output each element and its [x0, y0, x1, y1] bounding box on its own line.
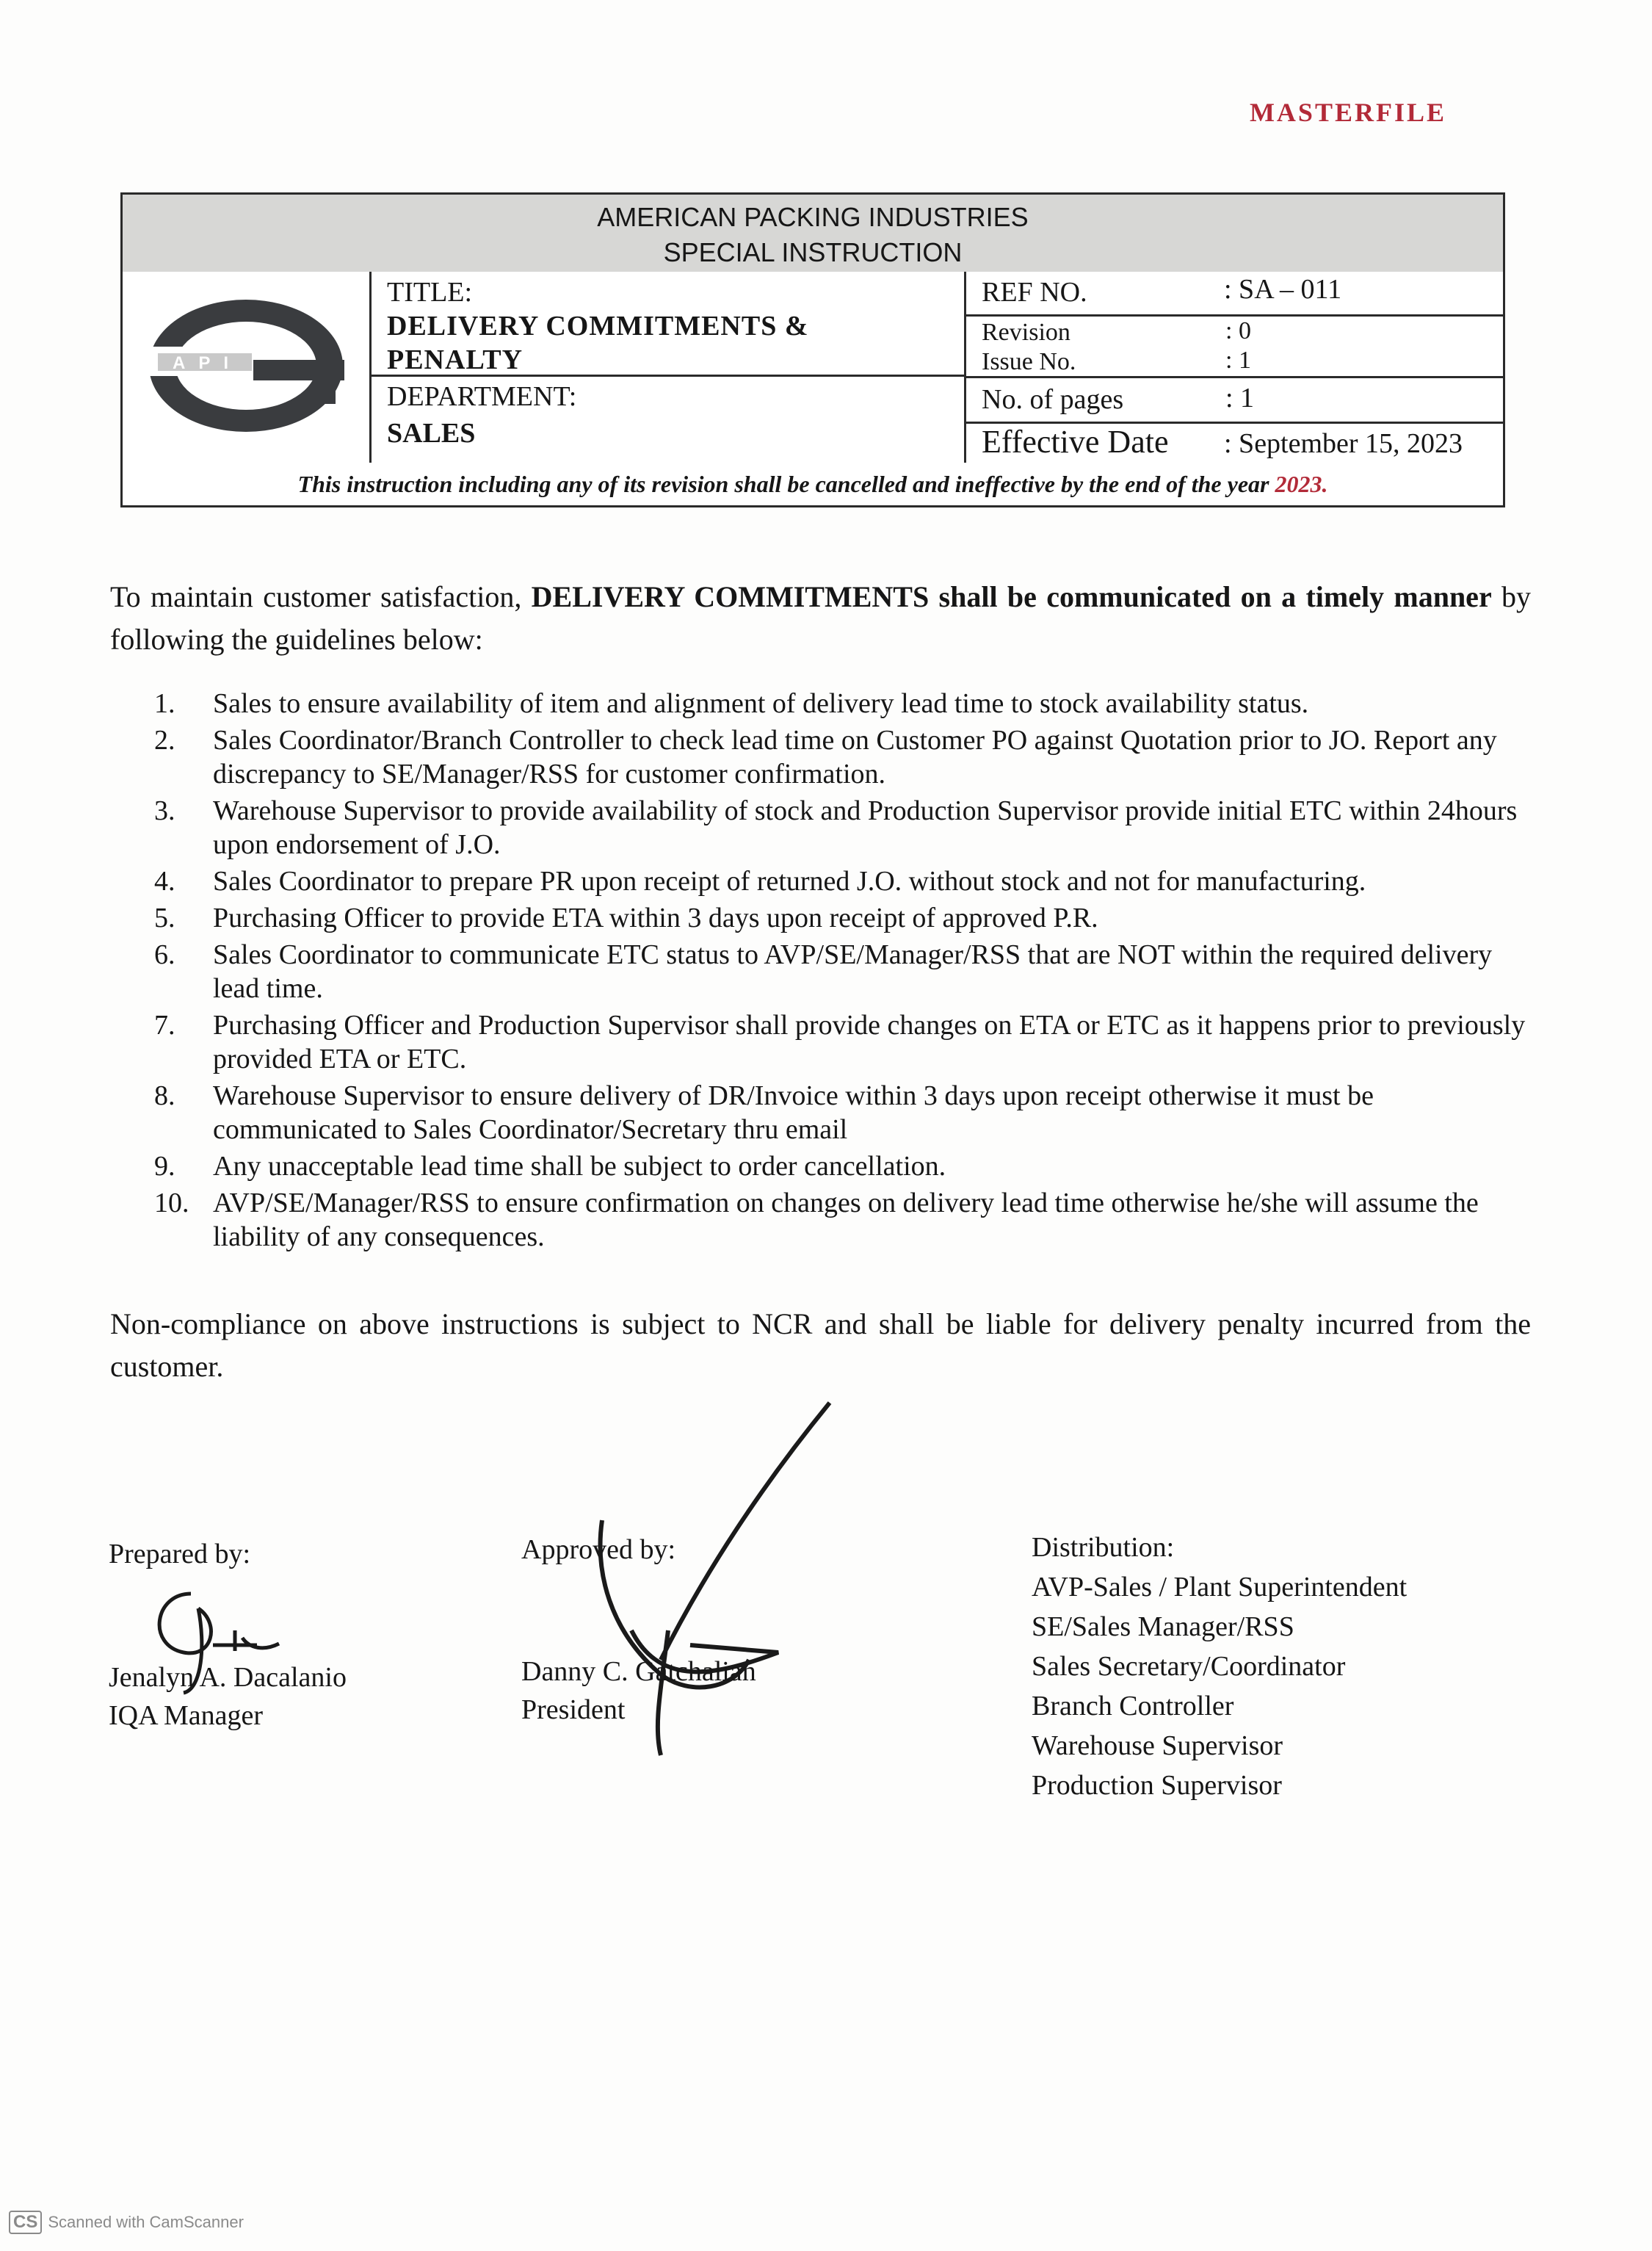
approved-by-label: Approved by: — [521, 1534, 676, 1565]
title-label: TITLE: — [387, 277, 473, 308]
issue-no-value: : 1 — [1225, 347, 1251, 374]
list-item-text: Any unacceptable lead time shall be subject to order cancellation. — [213, 1151, 946, 1182]
list-item-text: Purchasing Officer to provide ETA within 3 days upon receipt of approved P.R. — [213, 903, 1098, 933]
list-item — [110, 723, 1542, 791]
list-item — [110, 864, 1542, 898]
ref-no-value: : SA – 011 — [1224, 274, 1342, 305]
intro-bold-1: DELIVERY COMMITMENTS — [531, 580, 930, 613]
list-item-number: 9. — [154, 1151, 175, 1182]
department-value: SALES — [387, 418, 476, 449]
distribution-item: SE/Sales Manager/RSS — [1032, 1611, 1294, 1642]
list-item-number: 10. — [154, 1188, 189, 1218]
validity-note-text: This instruction including any of its revision shall be cancelled and ineffective by the end of the year — [297, 471, 1269, 497]
list-item — [110, 938, 1542, 1005]
issue-no-label: Issue No. — [982, 348, 1076, 375]
distribution-label: Distribution: — [1032, 1532, 1175, 1563]
list-item-text: Sales to ensure availability of item and alignment of delivery lead time to stock availability status. — [213, 688, 1309, 719]
camscanner-watermark — [9, 2211, 244, 2234]
validity-note — [120, 463, 1505, 507]
revision-label: Revision — [982, 319, 1070, 346]
list-item — [110, 687, 1542, 720]
intro-text-2: by following the guidelines below: — [110, 580, 1532, 656]
list-item-number: 2. — [154, 725, 175, 756]
department-label: DEPARTMENT: — [387, 381, 577, 412]
effective-date-value: : September 15, 2023 — [1224, 428, 1463, 459]
header-body — [120, 272, 1505, 465]
guidelines-list — [110, 687, 1542, 1257]
camscanner-text: Scanned with CamScanner — [48, 2213, 244, 2231]
distribution-item: AVP-Sales / Plant Superintendent — [1032, 1572, 1408, 1603]
intro-text-1: To maintain customer satisfaction, — [110, 580, 522, 613]
list-item-text: Sales Coordinator to prepare PR upon receipt of returned J.O. without stock and not for manufacturing. — [213, 866, 1366, 897]
list-item-text: AVP/SE/Manager/RSS to ensure confirmation on changes on delivery lead time otherwise he/she will assume the liability of any consequences. — [213, 1188, 1479, 1252]
intro-paragraph — [110, 576, 1531, 661]
list-item — [110, 1079, 1542, 1146]
list-item — [110, 1008, 1542, 1076]
distribution-item: Sales Secretary/Coordinator — [1032, 1651, 1346, 1682]
list-item-text: Warehouse Supervisor to ensure delivery of DR/Invoice within 3 days upon receipt otherwise it must be communicated to Sales Coordinator/Secretary thru email — [213, 1080, 1374, 1145]
effective-date-label: Effective Date — [982, 424, 1169, 460]
company-logo-cell — [123, 272, 372, 463]
list-item-text: Warehouse Supervisor to provide availability of stock and Production Supervisor provide initial ETC within 24hours upon endorsement of J.O. — [213, 795, 1518, 860]
company-name: AMERICAN PACKING INDUSTRIES — [597, 202, 1029, 232]
prepared-by-name: Jenalyn A. Dacalanio — [109, 1662, 347, 1693]
list-item-text: Sales Coordinator to communicate ETC status to AVP/SE/Manager/RSS that are NOT within the required delivery lead time. — [213, 939, 1493, 1004]
list-item — [110, 794, 1542, 861]
list-item-number: 3. — [154, 795, 175, 826]
prepared-by-label: Prepared by: — [109, 1539, 251, 1569]
list-item-text: Purchasing Officer and Production Supervisor shall provide changes on ETA or ETC as it happens prior to previously provided ETA or ETC. — [213, 1010, 1526, 1074]
list-item-number: 8. — [154, 1080, 175, 1111]
list-item-number: 5. — [154, 903, 175, 933]
title-line-1: DELIVERY COMMITMENTS & — [387, 311, 809, 342]
distribution-item: Warehouse Supervisor — [1032, 1730, 1283, 1761]
title-line-2: PENALTY — [387, 344, 524, 375]
list-item — [110, 901, 1542, 935]
pages-label: No. of pages — [982, 384, 1124, 415]
list-item-text: Sales Coordinator/Branch Controller to check lead time on Customer PO against Quotation prior to JO. Report any discrepancy to SE/Manager/RSS for customer confirmation. — [213, 725, 1497, 790]
document-type: SPECIAL INSTRUCTION — [663, 237, 963, 267]
masterfile-stamp: MASTERFILE — [1249, 98, 1446, 127]
camscanner-badge: CS — [9, 2211, 42, 2234]
list-item-number: 1. — [154, 688, 175, 719]
list-item-number: 6. — [154, 939, 175, 970]
approved-by-position: President — [521, 1694, 626, 1725]
ref-no-label: REF NO. — [982, 277, 1087, 308]
intro-bold-2: shall be communicated on a timely manner — [938, 580, 1492, 613]
list-item-number: 7. — [154, 1010, 175, 1041]
distribution-list — [1032, 1528, 1407, 1805]
logo-text: API — [173, 353, 242, 373]
list-item — [110, 1149, 1542, 1183]
distribution-item: Production Supervisor — [1032, 1770, 1282, 1801]
prepared-by-position: IQA Manager — [109, 1700, 263, 1731]
header-title-band — [120, 192, 1505, 276]
pages-value: : 1 — [1225, 383, 1255, 413]
list-item — [110, 1186, 1542, 1254]
distribution-item: Branch Controller — [1032, 1691, 1234, 1721]
noncompliance-paragraph: Non-compliance on above instructions is subject to NCR and shall be liable for delivery penalty incurred from the customer. — [110, 1307, 1531, 1383]
approved-by-name: Danny C. Gatchalian — [521, 1656, 756, 1687]
validity-note-year: 2023. — [1275, 471, 1328, 497]
api-logo — [143, 295, 349, 442]
document-header-table — [120, 192, 1504, 508]
revision-value: : 0 — [1225, 317, 1251, 344]
list-item-number: 4. — [154, 866, 175, 897]
